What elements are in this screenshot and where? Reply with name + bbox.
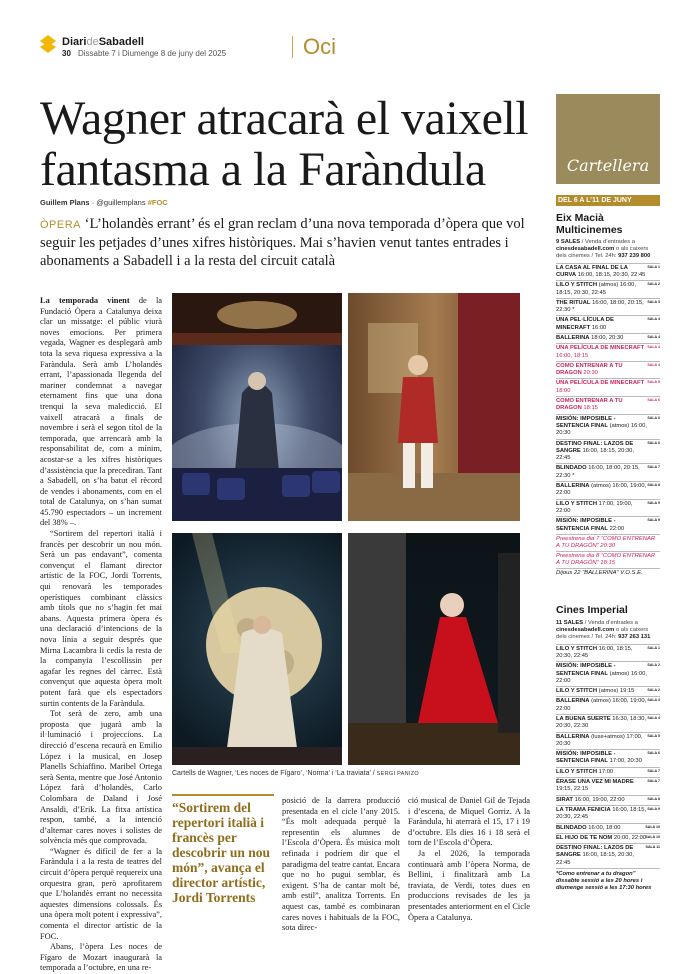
article-column-3 xyxy=(408,796,530,923)
body-paragraph: Ja el 2026, la temporada continuarà amb l’òpera Norma, de Bellini, i finalitzarà amb La traviata, de Verdi, totes dues en produccions revisades de les ja presentades anteriorment en el Cicle Òpera a Catalunya. xyxy=(408,848,530,922)
film-title: UNA PEL·LÍCULA DE MINECRAFT xyxy=(556,317,614,331)
film-listing xyxy=(556,795,660,805)
film-times: 17:00 xyxy=(598,768,614,775)
film-sala: SALA 6 xyxy=(647,751,660,756)
film-times: 16:00, 18:00, 20:15, 22:30 * xyxy=(556,299,644,314)
film-title: LA CASA AL FINAL DE LA CURVA xyxy=(556,264,628,278)
film-times: 16:00, 18:00, 20:15, 22:30 * xyxy=(556,465,640,479)
photo-traviata xyxy=(348,533,520,765)
film-title: MISIÓN: IMPOSIBLE - SENTENCIA FINAL xyxy=(556,663,616,677)
header-divider xyxy=(292,36,293,58)
caption-text: Cartells de Wagner, ‘Les noces de Fígaro’, ‘Norma’ i ‘La traviata’ xyxy=(172,770,371,777)
body-paragraph: La temporada vinent de la Fundació Òpera a Catalunya deixa clar un missatge: el públic viurà noves emocions. Per primera vegada, Wagner es desplegarà amb tota la seva riquesa expressiva a la Faràndula. Serà amb L’holandès errant, l’apassionada llegenda del mariner condemnat a navegar eternament fins que una dona trenqui la seva maledicció. El vaixell atracarà a finals de novembre i serà el segon títol de la temporada, que arrencarà amb la responsabilitat de, com a mínim, acostar-se a les xifres històriques d’assistència que la precediran. Tant a Sabadell, on s’ha batut el rècord de vendes i abonaments, com en el total de Catalunya, on s’han sumat 45.790 espectadors – un increment del 38% –. xyxy=(40,296,163,528)
film-sala: SALA 6 xyxy=(647,440,660,445)
film-sala: SALA 9 xyxy=(647,500,660,505)
film-listing xyxy=(556,823,660,833)
lead-text: ‘L’holandès errant’ és el gran reclam d’una nova temporada d’òpera que vol seguir les petjades d’unes xifres històriques. Mai s’havien venut tantes entrades i abonaments a Sabadell i a la resta del circuit català xyxy=(40,216,525,269)
film-sala: SALA 8 xyxy=(647,796,660,801)
film-sala: SALA 7 xyxy=(647,465,660,470)
film-times: (atmos) 16:00, 19:00, 22:00 xyxy=(556,483,647,497)
film-sala: SALA 2 xyxy=(647,688,660,693)
lead-in-bold: La temporada vinent xyxy=(40,296,130,305)
film-title: EL HIJO DE TE NOM xyxy=(556,834,613,841)
film-times: 20:30 xyxy=(583,370,598,377)
author-name: Guillem Plans xyxy=(40,198,90,207)
body-paragraph: posició de la darrera producció presentada en el cicle l’any 2015. “És molt adequada perquè la representin els alumnes de l’Escola d’Òpera. És música molt refinada i podríem dir que el paradigma del teatre cantat. Encara que no ho pugui semblar, és exigent. S’ha de cantar molt bé, amb estil”, analitza Torrents. En aquest cas, també es combinaran cares noves i habituals de la FOC, sota direc- xyxy=(282,796,400,933)
film-title: DESTINO FINAL: LAZOS DE SANGRE xyxy=(556,440,634,454)
photo-credit: SERGI PANIZO xyxy=(376,771,419,777)
film-sala: SALA 11 xyxy=(645,845,660,850)
film-listing xyxy=(556,361,660,379)
film-listing xyxy=(556,644,660,662)
film-listing xyxy=(556,516,660,534)
headline xyxy=(40,93,540,195)
film-title: MISIÓN: IMPOSIBLE - SENTENCIA FINAL xyxy=(556,751,616,765)
film-times: 20:00, 22:00 xyxy=(613,834,647,841)
film-title: ÉRASE UNA VEZ MI MADRE xyxy=(556,779,634,786)
film-times: 18:00, 20:30 xyxy=(591,334,624,341)
film-times: (atmos) 16:00, 20:30 xyxy=(556,422,647,437)
film-times: (luxe+atmos) 17:00, 20:30 xyxy=(556,733,643,747)
film-listing xyxy=(556,833,660,843)
film-sala: SALA 5 xyxy=(647,733,660,738)
film-title: BALLERINA xyxy=(556,483,590,490)
film-sala: SALA 6 xyxy=(647,415,660,420)
film-listing xyxy=(556,439,660,464)
film-listing xyxy=(556,661,660,686)
film-title: BALLERINA xyxy=(556,334,590,341)
film-title: LA TRAMA FENICIA xyxy=(556,806,611,813)
film-sala: SALA 8 xyxy=(647,483,660,488)
article-tag: #FOC xyxy=(147,198,168,207)
film-title: UNA PELÍCULA DE MINECRAFT xyxy=(556,380,645,387)
preview-note: Preestrena dia 8 “COMO ENTRENAR A TU DRAGÓN” 18:15 xyxy=(556,551,660,568)
film-title: LA BUENA SUERTE xyxy=(556,715,611,722)
film-listing xyxy=(556,280,660,298)
page-header xyxy=(40,34,660,64)
lead-keyword: ÒPERA xyxy=(40,219,82,231)
film-times: 16:00, 18:15, 20:30, 22:45 xyxy=(556,806,647,821)
pull-quote-rule xyxy=(172,794,274,796)
film-times: (atmos) 16:00, 18:15, 20:30, 22:45 xyxy=(556,282,637,296)
film-title: LILO Y STITCH xyxy=(556,645,598,652)
film-title: LILO Y STITCH xyxy=(556,282,598,289)
page-number: 30 xyxy=(62,49,71,58)
brand-name: DiarideSabadell xyxy=(62,36,144,48)
cinema-eix-macia xyxy=(556,212,660,578)
cinema-info: 9 SALES / Venda d’entrades a cinesdesabadell.com o als caixers dels cinemes / Tel. 24h: 937 239 800 xyxy=(556,239,651,260)
film-listing xyxy=(556,463,660,481)
lead-paragraph xyxy=(40,215,528,270)
film-title: MISIÓN: IMPOSIBLE - SENTENCIA FINAL xyxy=(556,415,616,429)
cinema-name: Cines Imperial xyxy=(556,604,628,616)
film-title: SIRAT xyxy=(556,796,573,803)
byline xyxy=(40,198,168,207)
film-times: 16:00, 18:15, 20:30, 22:45 xyxy=(556,852,635,866)
film-sala: SALA 10 xyxy=(645,834,660,839)
film-title: THE RITUAL xyxy=(556,299,591,306)
body-paragraph: “Wagner és difícil de fer a la Faràndula i a la resta de teatres del circuit d’òpera perquè requereix una orquestra gran, però aprofitarem que L’holandès errant no necessita aquestes dimensions colossals. És una òpera molt potent i expressiva”, comenta el director artístic de la FOC. xyxy=(40,846,162,941)
film-sala: SALA 1 xyxy=(647,645,660,650)
film-title: COMO ENTRENAR A TU DRAGON xyxy=(556,398,623,412)
film-sala: SALA 7 xyxy=(647,768,660,773)
film-sala: SALA 4 xyxy=(647,334,660,339)
film-times: 16:00, 18:15, 20:30, 22:45 xyxy=(577,271,646,278)
photo-holandes xyxy=(172,293,342,521)
film-title: BALLERINA xyxy=(556,698,590,705)
photo-caption xyxy=(172,770,532,777)
caption-separator: / xyxy=(372,770,375,777)
film-listing xyxy=(556,767,660,777)
film-sala: SALA 6 xyxy=(647,398,660,403)
film-title: BLINDADO xyxy=(556,465,587,472)
film-list xyxy=(556,263,660,534)
film-times: 22:00 xyxy=(609,525,625,532)
film-times: 17:00, 20:30 xyxy=(609,758,642,765)
film-title: LILO Y STITCH xyxy=(556,688,598,695)
preview-note: Preestrena dia 7 “COMO ENTRENAR A TU DRAGÓN” 20:30 xyxy=(556,534,660,551)
film-title: MISIÓN: IMPOSIBLE - SENTENCIA FINAL xyxy=(556,518,616,532)
film-listing xyxy=(556,696,660,714)
film-title: DESTINO FINAL: LAZOS DE SANGRE xyxy=(556,845,634,859)
author-handle: @guillemplans xyxy=(96,198,146,207)
film-listing xyxy=(556,714,660,732)
section-title: Oci xyxy=(303,34,336,59)
film-listing xyxy=(556,378,660,396)
article-column-2 xyxy=(282,796,400,934)
film-listing xyxy=(556,343,660,361)
cinema-name: Eix Macià Multicinemes xyxy=(556,212,623,236)
photo-norma xyxy=(172,533,342,765)
film-sala: SALA 7 xyxy=(647,779,660,784)
body-paragraph: ció musical de Daniel Gil de Tejada i d’escena, de Miquel Gorriz. A la Faràndula, hi aterrarà el 15, 17 i 19 d’octubre. Els dies 16 i 18 serà el torn de l’Escola d’Òpera. xyxy=(408,796,530,848)
film-sala: SALA 3 xyxy=(647,698,660,703)
film-listing xyxy=(556,843,660,868)
film-times: 17:00, 19:00, 22:00 xyxy=(556,500,633,514)
film-sala: SALA 9 xyxy=(647,518,660,523)
film-sala: SALA 4 xyxy=(647,715,660,720)
film-title: BALLERINA xyxy=(556,733,590,740)
film-sala: SALA 4 xyxy=(647,317,660,322)
cartellera-date-band: DEL 6 A L’11 DE JUNY xyxy=(556,195,660,206)
film-times: 16:00, 18:15, 20:30, 22:45 xyxy=(556,645,633,659)
film-sala: SALA 10 xyxy=(645,824,660,829)
cinema-imperial xyxy=(556,604,660,892)
photo-figaro xyxy=(348,293,520,521)
film-list xyxy=(556,644,660,868)
film-title: BLINDADO xyxy=(556,824,587,831)
photo-traviata-art xyxy=(348,533,520,765)
photo-figaro-art xyxy=(348,293,520,521)
photo-holandes-art xyxy=(172,293,342,521)
film-title: LILO Y STITCH xyxy=(556,768,598,775)
film-title: UNA PELÍCULA DE MINECRAFT xyxy=(556,345,645,352)
film-listing xyxy=(556,805,660,823)
film-times: 16:00 xyxy=(591,324,607,331)
film-listing xyxy=(556,481,660,499)
film-sala: SALA 3 xyxy=(647,299,660,304)
film-listing xyxy=(556,396,660,414)
article-column-1 xyxy=(40,296,162,974)
pull-quote: “Sortirem del repertori italià i francès per descobrir un nou món”, avança el director artístic, Jordi Torrents xyxy=(172,800,271,905)
film-listing xyxy=(556,298,660,316)
film-sala: SALA 4 xyxy=(647,362,660,367)
film-sala: SALA 2 xyxy=(647,663,660,668)
film-listing xyxy=(556,263,660,281)
schedule-note: *Como entrenar a tu dragon” dissabte sessió a les 20 hores i diumenge sessió a les 17:30 hores xyxy=(556,868,660,892)
film-listing xyxy=(556,414,660,439)
film-times: (atmos) 16:00, 19:00, 22:00 xyxy=(556,698,647,712)
film-times: (atmos) 19:15 xyxy=(598,688,635,695)
body-paragraph: Tot serà de zero, amb una proposta que jugarà amb la il·luminació i projeccions. La direcció d’escena recaurà en Emilio López i la musical, en Josep Planells Schiaffino. Maribel Ortega serà Senta, mentre que José Antonio López farà d’holandès, Carlo Colombara de Daland i José Ansaldi, d’Erik. La fitxa artística respon, també, a la intenció d’alternar cares noves i solistes de solvència més que comprovada. xyxy=(40,709,162,846)
film-times: 16:30, 18:30, 20:30, 22:30 xyxy=(556,715,647,730)
photo-norma-art xyxy=(172,533,342,765)
issue-date: Dissabte 7 i Diumenge 8 de juny del 2025 xyxy=(78,49,227,58)
film-times: 18:15 xyxy=(583,405,598,412)
film-title: COMO ENTRENAR A TU DRAGON xyxy=(556,362,623,377)
vose-note: Dijous 22 “BALLERINA” V.O.S.E. xyxy=(556,568,660,578)
diari-logo-icon xyxy=(40,35,56,53)
body-paragraph: “Sortirem del repertori italià i francès per descobrir un nou món. Serà un pas endavant”, comenta convençut el flamant director artístic de la FOC, Jordi Torrents, qui renovarà les temporades operístiques combinant clàssics amb títols que no s’hagin fet mai abans. Aquesta primera òpera és una declaració d’intencions de la nova línia a seguir després que Mirna Lacambra li cedís la resta de la companyia l’escollissin per agafar les regnes del càrrec. Està convençut que aquesta òpera molt potent farà que els espectadors surtin contents de la Faràndula. xyxy=(40,529,162,708)
film-sala: SALA 2 xyxy=(647,282,660,287)
film-sala: SALA 5 xyxy=(647,380,660,385)
film-listing xyxy=(556,777,660,795)
film-listing xyxy=(556,749,660,767)
film-title: LILO Y STITCH xyxy=(556,500,598,507)
film-times: 16:00, 18:15 xyxy=(556,352,589,359)
film-times: 19:15, 22:15 xyxy=(556,786,589,793)
film-listing xyxy=(556,333,660,343)
film-listing xyxy=(556,686,660,696)
film-times: 16:00, 18:15, 20:30, 22:45 xyxy=(556,447,635,462)
cinema-info: 11 SALES / Venda d’entrades a cinesdesabadell.com o als caixers dels cinemes / Tel. 24h: 937 263 131 xyxy=(556,620,651,641)
film-sala: SALA 4 xyxy=(647,345,660,350)
body-paragraph: Abans, l’òpera Les noces de Fígaro de Mozart inaugurarà la temporada a l’octubre, en una re- xyxy=(40,942,162,973)
film-listing xyxy=(556,499,660,517)
cartellera-title: Cartellera xyxy=(566,156,650,175)
film-listing xyxy=(556,732,660,750)
film-times: 16:00, 19:00, 22:00 xyxy=(574,796,625,803)
headline-line-1: Wagner atracarà el vaixell xyxy=(40,92,529,145)
film-sala: SALA 1 xyxy=(647,264,660,269)
film-times: 16:00, 18:00 xyxy=(588,824,621,831)
headline-line-2: fantasma a la Faràndula xyxy=(40,143,486,196)
film-sala: SALA 9 xyxy=(647,806,660,811)
film-listing xyxy=(556,315,660,333)
byline-separator: · xyxy=(91,198,95,207)
film-times: (atmos) 16:00, 22:00 xyxy=(556,670,647,684)
film-times: 18:00 xyxy=(556,387,571,394)
